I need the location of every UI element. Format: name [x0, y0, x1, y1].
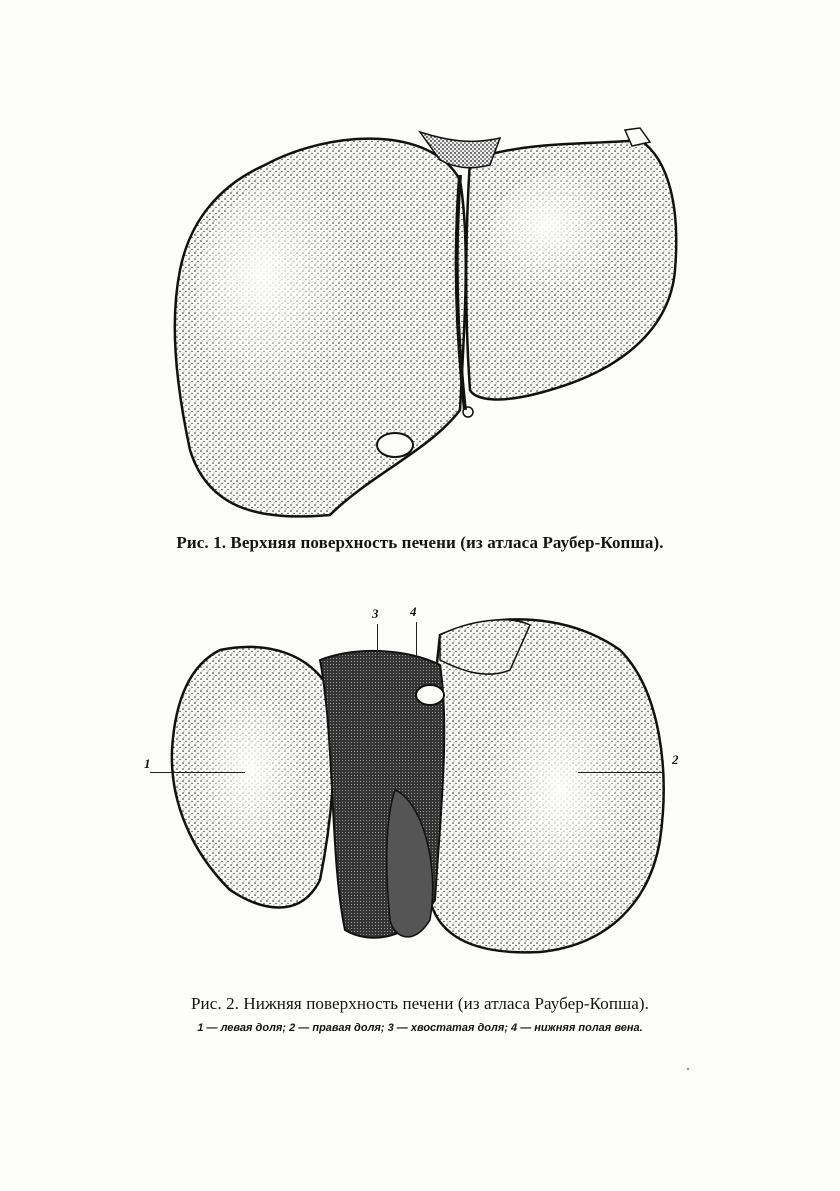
- callout-1: 1: [144, 756, 151, 771]
- figure-2-caption: [0, 994, 840, 1014]
- figure-1-caption: [0, 533, 840, 553]
- liver-lower-surface-illustration: [140, 600, 700, 960]
- leader-line-2: [578, 772, 663, 773]
- speck: [687, 1068, 689, 1070]
- figure-1-caption-text: Верхняя поверхность печени (из атласа Раубер-Копша).: [230, 533, 664, 552]
- liver-upper-surface-illustration: [170, 120, 690, 530]
- leader-line-3: [377, 624, 378, 658]
- figure-2-legend: 1 — левая доля; 2 — правая доля; 3 — хвостатая доля; 4 — нижняя полая вена.: [197, 1022, 643, 1034]
- callout-2: 2: [672, 752, 679, 767]
- figure-2-number: Рис. 2.: [190, 994, 240, 1013]
- figure-2-caption-text: Нижняя поверхность печени (из атласа Раубер-Копша).: [243, 994, 650, 1013]
- leader-line-1: [150, 772, 245, 773]
- figure-1-number: Рис. 1.: [176, 533, 227, 552]
- callout-4: 4: [410, 604, 417, 619]
- callout-3: 3: [372, 606, 379, 621]
- leader-line-4: [416, 622, 417, 662]
